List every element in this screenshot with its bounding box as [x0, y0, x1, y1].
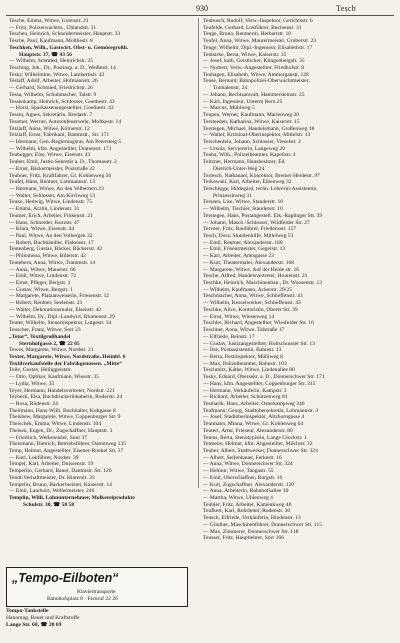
directory-entry: — Karl, Ingenieur, Unterm Bern 25 — [203, 98, 283, 105]
directory-entry: Tenge, Wilhelm, Dipl.-Ingenieur, Elisabethstr. 17 — [203, 44, 313, 51]
directory-entry: Teutebern, Anna, Witwe, Trammstr. 14 — [9, 259, 96, 266]
directory-entry: — Berta, Postinspektor, Mühlweg 8 — [203, 353, 283, 360]
directory-entry: Tesky, Eduard, Obersekr. a. D., Donnerschwer Str. 171 — [203, 374, 325, 381]
directory-entry: — Fritz, Polizeiwachtm., Uhlandstr. 31 — [9, 24, 97, 31]
directory-entry: Teufmann, Georg, Stadtobersekretär, Lohmannstr. 3 — [203, 407, 319, 414]
directory-entry: — Robert, Buchhändler, Finkenstr. 17 — [9, 239, 94, 246]
directory-entry: Teschler, Richard, Angestellter, Wiesfelder Str. 16 — [203, 320, 314, 327]
directory-entry: Teybeck, Elsa, Buchdruckerinhaberin, Ruderstr. 24 — [9, 394, 123, 401]
directory-entry: Prinzessinweg 31 — [213, 192, 252, 199]
directory-entry: Teufel, Anna, Witwe, Maurermeister, Gruberstr. 23 — [203, 38, 317, 45]
directory-entry: — Hermann, Gen.-Regierungsrat, Am Petersteig 5 — [9, 138, 122, 145]
directory-entry: Tetens, Berta, Stenotypistin, Lange Glockstr. 1 — [203, 434, 307, 441]
directory-entry: — Albert, Seifenhauer, Ferkestr. 16 — [203, 454, 282, 461]
directory-entry: — Wilhelm, Dr., Dipl.-Landwirt, Blumenstr. 29 — [9, 313, 115, 320]
directory-entry: Teumer, Erich, Arbeiter, Finkenstr. 21 — [9, 212, 93, 219]
running-head: Tesch — [336, 4, 357, 13]
right-column — [203, 18, 393, 542]
directory-entry: — Margarete, Witwe, Auf der Heide str. 16 — [203, 266, 300, 273]
directory-entry: — Ernst, Bäckermeister, Poststraße 22 — [9, 165, 95, 172]
directory-entry: Teuba, Wilh., Polizeibeamter, Kapellstr. 4 — [203, 152, 296, 159]
directory-entry: — Emil, Rentner, Alexanderstr. 168 — [203, 239, 283, 246]
directory-entry: — Walter, Kriminal-Oberinspektor, Mittelstr. 13 — [203, 132, 311, 139]
directory-entry: Teschen, Heinrich, Schneidermeister, Hauptstr. 33 — [9, 31, 121, 38]
directory-entry: Teufelde, Gerhard, Lokführer, Buchenstr. 31 — [203, 24, 302, 31]
directory-entry: Teyer, Hermann, Handelsvertreter, Nordstr. 221 — [9, 387, 115, 394]
directory-entry: Schulstr. 30, ☎ 58 58 — [23, 501, 75, 508]
directory-entry: — Margarete, Platzanweiserin, Friesenstr. 12 — [9, 293, 110, 300]
left-column — [9, 18, 196, 508]
directory-entry: — Ernst, Witwe, Wiesenweg 14 — [203, 313, 275, 320]
directory-entry: Teuber, Emil, Justiz-Sekretär a. D., Thomasstr. 2 — [9, 159, 117, 166]
directory-entry: Teschke, Alice, Kontoristin, Oberer Str. 39 — [203, 306, 298, 313]
directory-entry: — Emil, Landwirt, Wellermeister, 246 — [9, 488, 95, 495]
directory-entry: Teschner, Anna, Witwe, Talstraße 17 — [203, 327, 285, 334]
directory-entry: Theischek, Emma, Witwe, Lindenstr. 104 — [9, 421, 102, 428]
directory-entry: — Wilhelm, kfm. Angestellter, Domenstr. 171 — [9, 145, 112, 152]
directory-entry: — Ilse, Postassistentin, Bahnstr. 13 — [203, 347, 282, 354]
directory-entry: Terlesch, Nathanael, Konrektor, Bremer Heidestr. 97 — [203, 172, 320, 179]
directory-entry: — Kurt, Zugschaffner, Alexanderstr. 120 — [203, 481, 295, 488]
directory-entry: Teusch, Elfriede, Verkäuferin, Hindenstr. 13 — [203, 515, 301, 522]
directory-entry: — Günther, Maschinenführer, Donnerschwer Str. 115 — [203, 521, 322, 528]
directory-entry: Textilverkaufstelle der Fabrikgenossen. „Mitte“ — [9, 360, 123, 367]
directory-entry: — Kurt, Theatermaler, Alexanderstr. 168 — [203, 259, 295, 266]
directory-entry: — Anna, Witwe, Donnerschwer Str. 324 — [203, 461, 293, 468]
directory-entry: Tenbarke, Berta, Witwe, Kaiserstr. 35 — [203, 51, 287, 58]
directory-entry: — Friedrich, Werkmeister, Sonr 37 — [9, 434, 88, 441]
directory-entry: Sternhofgasse 2, ☎ 22 05 — [19, 340, 80, 347]
directory-entry: Teschmitz, Käthe, Witwe, Lindenallee 80 — [203, 367, 295, 374]
directory-entry: Terstegen, Hans, Postangestell. Elk.-Raplinger Str. 39 — [203, 212, 323, 219]
directory-entry: — Max, Polizeibeamter, Bahnstr. 103 — [203, 360, 287, 367]
directory-entry: Teutenberg, Gustav, Bäcker, Bäckerstr. 42 — [9, 246, 103, 253]
directory-entry: Terschentein, Johann, Schlosser, Vieselstr. 2 — [203, 138, 301, 145]
directory-entry: Teschke, Heinrich, Maschinenbau., Dr. Woosenstr. 13 — [203, 280, 323, 287]
footer-description: Hanomag, Bauer und Kraftstoffe — [6, 614, 80, 621]
directory-entry: Teubegger, Else, Witwe, Eisenstr. 43 — [9, 152, 91, 159]
directory-entry: Terstegen, Michael, Handelsmann, Großenweg 18 — [203, 125, 315, 132]
directory-entry: — Emil, Oberschaffner, Burgstr. 16 — [203, 474, 283, 481]
directory-entry: — Wilhelm, Kaufmann, Ackerstr. 29/25 — [203, 286, 292, 293]
footer-listing — [6, 608, 196, 628]
directory-entry: — Ernst, Pfleger, Bergstr. 1 — [9, 280, 71, 287]
directory-entry: Temp, Helmut, Angestellter, Eisener-Ronkel Str. 37 — [9, 448, 124, 454]
footer-address: Lange Str. 68, ☎ 20 69 — [6, 621, 62, 628]
directory-entry: Tendt-Verhaftmeister, Dr. Hinterstr. 33 — [9, 474, 95, 481]
directory-entry: Thelsbew, Margarete, Witwe, Coppenburger Str. 9 — [9, 414, 121, 421]
directory-entry: Teschmacher, Anna, Witwe, Schlieffenstr. 43 — [203, 293, 303, 300]
directory-entry: — Wilhelm, Schmied, Heinrichstr. 25 — [9, 58, 93, 65]
directory-entry: — Johann, Masch.-Schlosser, Wildfelder Str. 27 — [203, 219, 310, 226]
directory-entry: Tesche, Alfred, Handelsvertreter, Hoarenstr. 21 — [203, 273, 308, 280]
directory-entry: Templin, Willi, Lohnunternehmer, Molkereiprodukte — [9, 495, 135, 502]
directory-entry: — Hans, kfm. Angestellter, Coppenburger Str. 315 — [203, 380, 316, 387]
directory-entry: Tenpen, Werner, Kaufmann, Marienweg 20 — [203, 112, 300, 119]
directory-entry: Temperlin, Gerhard, Bauer, Dammstr. Str. 126 — [9, 468, 112, 475]
directory-entry: — Hans, Schneider, Kurzstr. 47 — [9, 219, 80, 226]
directory-entry: — Karl, Arbeiter, Amtsgasse 23 — [203, 253, 274, 260]
directory-entry: Tessa, Wilhelm, Schuhmacher, Talstr. 9 — [9, 91, 97, 98]
directory-entry: — Josef, kath. Geistlicher, Klingenbergstr. 35 — [203, 58, 305, 65]
directory-entry: — Klara, Witwe, Eisenstr. 44 — [9, 226, 75, 233]
directory-entry: Hauptstr. 37, ☎ 43 56 — [19, 51, 72, 58]
directory-entry: Dietrich-Unter-Weg 24 — [213, 165, 265, 172]
directory-entry: Teutert, Artur, Frieseur, Alexanderstr. 80 — [203, 427, 293, 434]
directory-entry: — Gustav, Witwe, Bergstr. 1 — [9, 286, 73, 293]
header-rule — [6, 15, 394, 16]
directory-entry: — Max, Zimmerer, Donnerschwer Str. 118 — [203, 528, 299, 535]
directory-entry: — Robert, Rentner, Seelenstr. 23 — [9, 300, 83, 307]
directory-entry: Theismann, Dietrich, Betriebsführer, Dammweg 135 — [9, 441, 126, 448]
directory-entry: Terschegge, Hildegard, techn. Lehrerin-Assistentin, — [203, 185, 318, 192]
directory-entry: — Elfriede, Beinstr. 17 — [203, 333, 255, 340]
directory-entry: Tewes, Margarete, Witwe, Nordstr. 21 — [9, 347, 94, 354]
directory-entry: — Helmut, Witwe, Tangastr. 55 — [203, 468, 274, 475]
directory-entry: Teitzner, Hermann, Hausbesitzer, Ed. — [203, 159, 286, 166]
directory-entry: — Hermann, Verkäuferin, Kampstr. 3 — [203, 387, 287, 394]
directory-entry: Tetzlaff, Anna, Witwe, Körnerstr. 12 — [9, 125, 90, 132]
directory-entry: Tesky, Wilhelmine, Witwe, Lambertistr. 42 — [9, 71, 105, 78]
directory-entry: Tessin, Agnes, Sekretärin, Bredastr. 7 — [9, 112, 93, 119]
directory-entry: Texter, Margarete, Witwe, Nordstraße, Heimbl. 6 — [9, 353, 126, 360]
ad-address: Bahnhofsplatz 8 · Fernruf 22 26 — [47, 596, 118, 602]
directory-entry: „Tetor“, Textilgroßhandel — [9, 333, 71, 340]
directory-entry: Teschken, Wilh., Gastwirt, Obst- u. Gemüsegroßh. — [9, 44, 129, 51]
directory-entry: Theisen, Eugen, Dr., Zugschaffner, Hauptstr. 3 — [9, 427, 113, 434]
directory-entry: Tetzlaff, Ernst, Fabrikant, Dammstr., Str. 171 — [9, 132, 110, 139]
directory-entry: Tesche, Emma, Witwe, Gotenstr. 21 — [9, 18, 89, 24]
directory-entry: Teutmann, Minna, Witwe, Gr. Kohlenweg 64 — [203, 421, 304, 428]
directory-entry: — Walter, Dekorationsmaler, Elsenstr. 42 — [9, 306, 102, 313]
directory-entry: Teufkert, Karl, Rohrleiter, Rudenstr. 30 — [203, 508, 291, 515]
directory-entry: — Richard, Arbeiter, Schützenweg 81 — [203, 394, 288, 401]
directory-entry: — Emil, Friseurmeister, Gegerstr. 13 — [203, 246, 286, 253]
advertisement-box — [6, 567, 188, 607]
page-number: 930 — [196, 4, 208, 13]
directory-entry: — Gustav, Justizangestellter, Holtschusster Str. 13 — [203, 340, 315, 347]
page-header — [0, 2, 400, 16]
directory-entry: Teufel, Hans, Rentner, Lohmannstr. 13 — [9, 179, 95, 186]
directory-entry: Tesmarik, Hans, Arbeiter, Osterkampweg 346 — [203, 400, 305, 407]
directory-entry: — Walter, Schlosser, Am Kirchweg 13 — [9, 192, 96, 199]
directory-entry: Terveer, Fritz, Bauführer, Friedensstr. 157 — [203, 226, 297, 233]
directory-entry: Tempelin, Bruno, Bäckermeister, Kaiserstr. 14 — [9, 481, 112, 488]
directory-entry: Tesche, Paul, Kaufmann, Moltkestr. 8 — [9, 38, 93, 45]
directory-entry: — Josef, Stadtoberinspektor, Allzhorngasse 4 — [203, 414, 305, 421]
directory-entry: Tesching, Joh., Dr., Postinsp. a. D., Weißestr. 14 — [9, 65, 116, 72]
directory-entry: — Marcus, Mühlweg 5 — [203, 105, 255, 112]
directory-entry: Teubler, Fritz, Arbeiter, Kamenkweg 40 — [203, 501, 292, 508]
footer-company: Tempo-Tankstelle — [6, 608, 49, 614]
directory-entry: Tempel, Karl, Arbeiter, Duissenstr. 19 — [9, 461, 94, 468]
directory-entry: Teusser, Fritz, Hauptlehrer, Sorr 166 — [203, 535, 284, 542]
directory-entry: — Emma, Ärztin, Lindenstr. 31 — [9, 206, 80, 213]
directory-entry: — Anna, Witwe, Mauerstr. 66 — [9, 266, 76, 273]
directory-entry: — Wilhelm, Kesselwerker, Schlieffenstr. 43 — [203, 300, 301, 307]
directory-entry: — Hermann, Witwe, An den Velbertern 23 — [9, 185, 104, 192]
column-divider — [198, 18, 199, 488]
directory-entry: Tetmeier, Helmut, kfm. Angestellter, Milchstr. 32 — [203, 441, 313, 448]
directory-entry: Tense, Bernard, Bahnpolizei-Oberwachtmeister, — [203, 78, 310, 85]
directory-entry: Tersteeden, Katharina, Witwe, Kaiserstr. 15 — [203, 118, 300, 125]
directory-entry: Teubusch, Rudolf, Verw.-Inspektor, Gerichtsstr. 6 — [203, 18, 313, 24]
ad-title: „Tempo-Eilboten“ — [12, 571, 119, 585]
directory-entry: — Johann, Rechtsanwalt, Hammersteinstr. 25 — [203, 91, 305, 98]
directory-entry: — Karl, Lokführer, Nordstr. 39 — [9, 454, 79, 461]
directory-entry: — Anna, Arbeiterin, Rahnhofsallee 30 — [203, 488, 289, 495]
directory-entry: Tessmer, Werner, Autorenfeuerwehr, Moltkestr. 14 — [9, 118, 122, 125]
directory-entry: Tessenkamp, Heinrich, Schlosser, Goethestr. 43 — [9, 98, 115, 105]
directory-entry: Teubner, Fritz, Kraftfahrer, Gr. Kohlenweg 56 — [9, 172, 112, 179]
directory-entry: Terseen, Lise, Witwe, Stauderstr. 10 — [203, 199, 284, 206]
directory-entry: Tonhalenstr. 24 — [213, 85, 248, 92]
directory-entry: Teslaff, Adolf, Arbeiter, Hofmannstr. 26 — [9, 78, 98, 85]
ad-subtitle: Klaviertransporte — [77, 589, 116, 595]
directory-entry: — Wilhelm, Tischler, Stauderstr. 10 — [203, 206, 283, 213]
directory-entry: — Horst, Sparkassenangestellter, Goethestr. 43 — [9, 105, 114, 112]
directory-entry: — Gerhard, Schmied, Friedrichstr. 26 — [9, 85, 93, 92]
directory-entry: Teuke, Hedwig, Witwe, Lindenstr. 75 — [9, 199, 93, 206]
directory-entry: — Otto, Optiker, Kaufmann, Wiesstr. 35 — [9, 374, 99, 381]
directory-entry: — Lydia, Witwe, 35 — [9, 380, 55, 387]
directory-entry: — Emil, Witwe, Lindenstr. 72 — [9, 273, 77, 280]
directory-entry: Terkowski, Karl, Arbeiter, Eibenweg 32 — [203, 179, 292, 186]
directory-entry: — Paul, Witwe, An den Volbergen 32 — [9, 233, 93, 239]
directory-entry: — Ursula, Serviererin, Langeweg 20 — [203, 145, 285, 152]
directory-entry: Tenhagen, Elisabeth, Witwe, Ammergaustr. 128 — [203, 71, 309, 78]
directory-entry: — Philomena, Witwe, Bitterstr. 42 — [9, 253, 86, 260]
directory-entry: — Rosa, Rüdenstr. 24 — [9, 400, 58, 407]
directory-entry: Teile, Gustav, Heiliggeiststr. — [9, 367, 72, 374]
directory-entry: Teuber, Albert, Stadtwerker, Donnerschwer Str. 324 — [203, 448, 318, 454]
directory-entry: Tesch, Dora, Stundenhilfe, Mittelweg 53 — [203, 233, 294, 239]
directory-entry: Tenge, Bruno, Rentnerin, Herbartstr. 10 — [203, 31, 292, 38]
directory-entry: — Martha, Witwe, Uhlenweg 4 — [203, 495, 273, 502]
directory-entry: — Norbert, Verw.-Angestellter, Friedhofstr. 8 — [203, 65, 304, 72]
directory-entry: Theilmann, Hans-Willi, Buchhalter, Kuhgasse 8 — [9, 407, 116, 414]
directory-entry: Teuter, Wilhelm, Steuerinspektor, Lutgestr. 34 — [9, 320, 112, 327]
directory-entry: Teuscher, Franz, Witwe, Sorr 23 — [9, 327, 81, 334]
